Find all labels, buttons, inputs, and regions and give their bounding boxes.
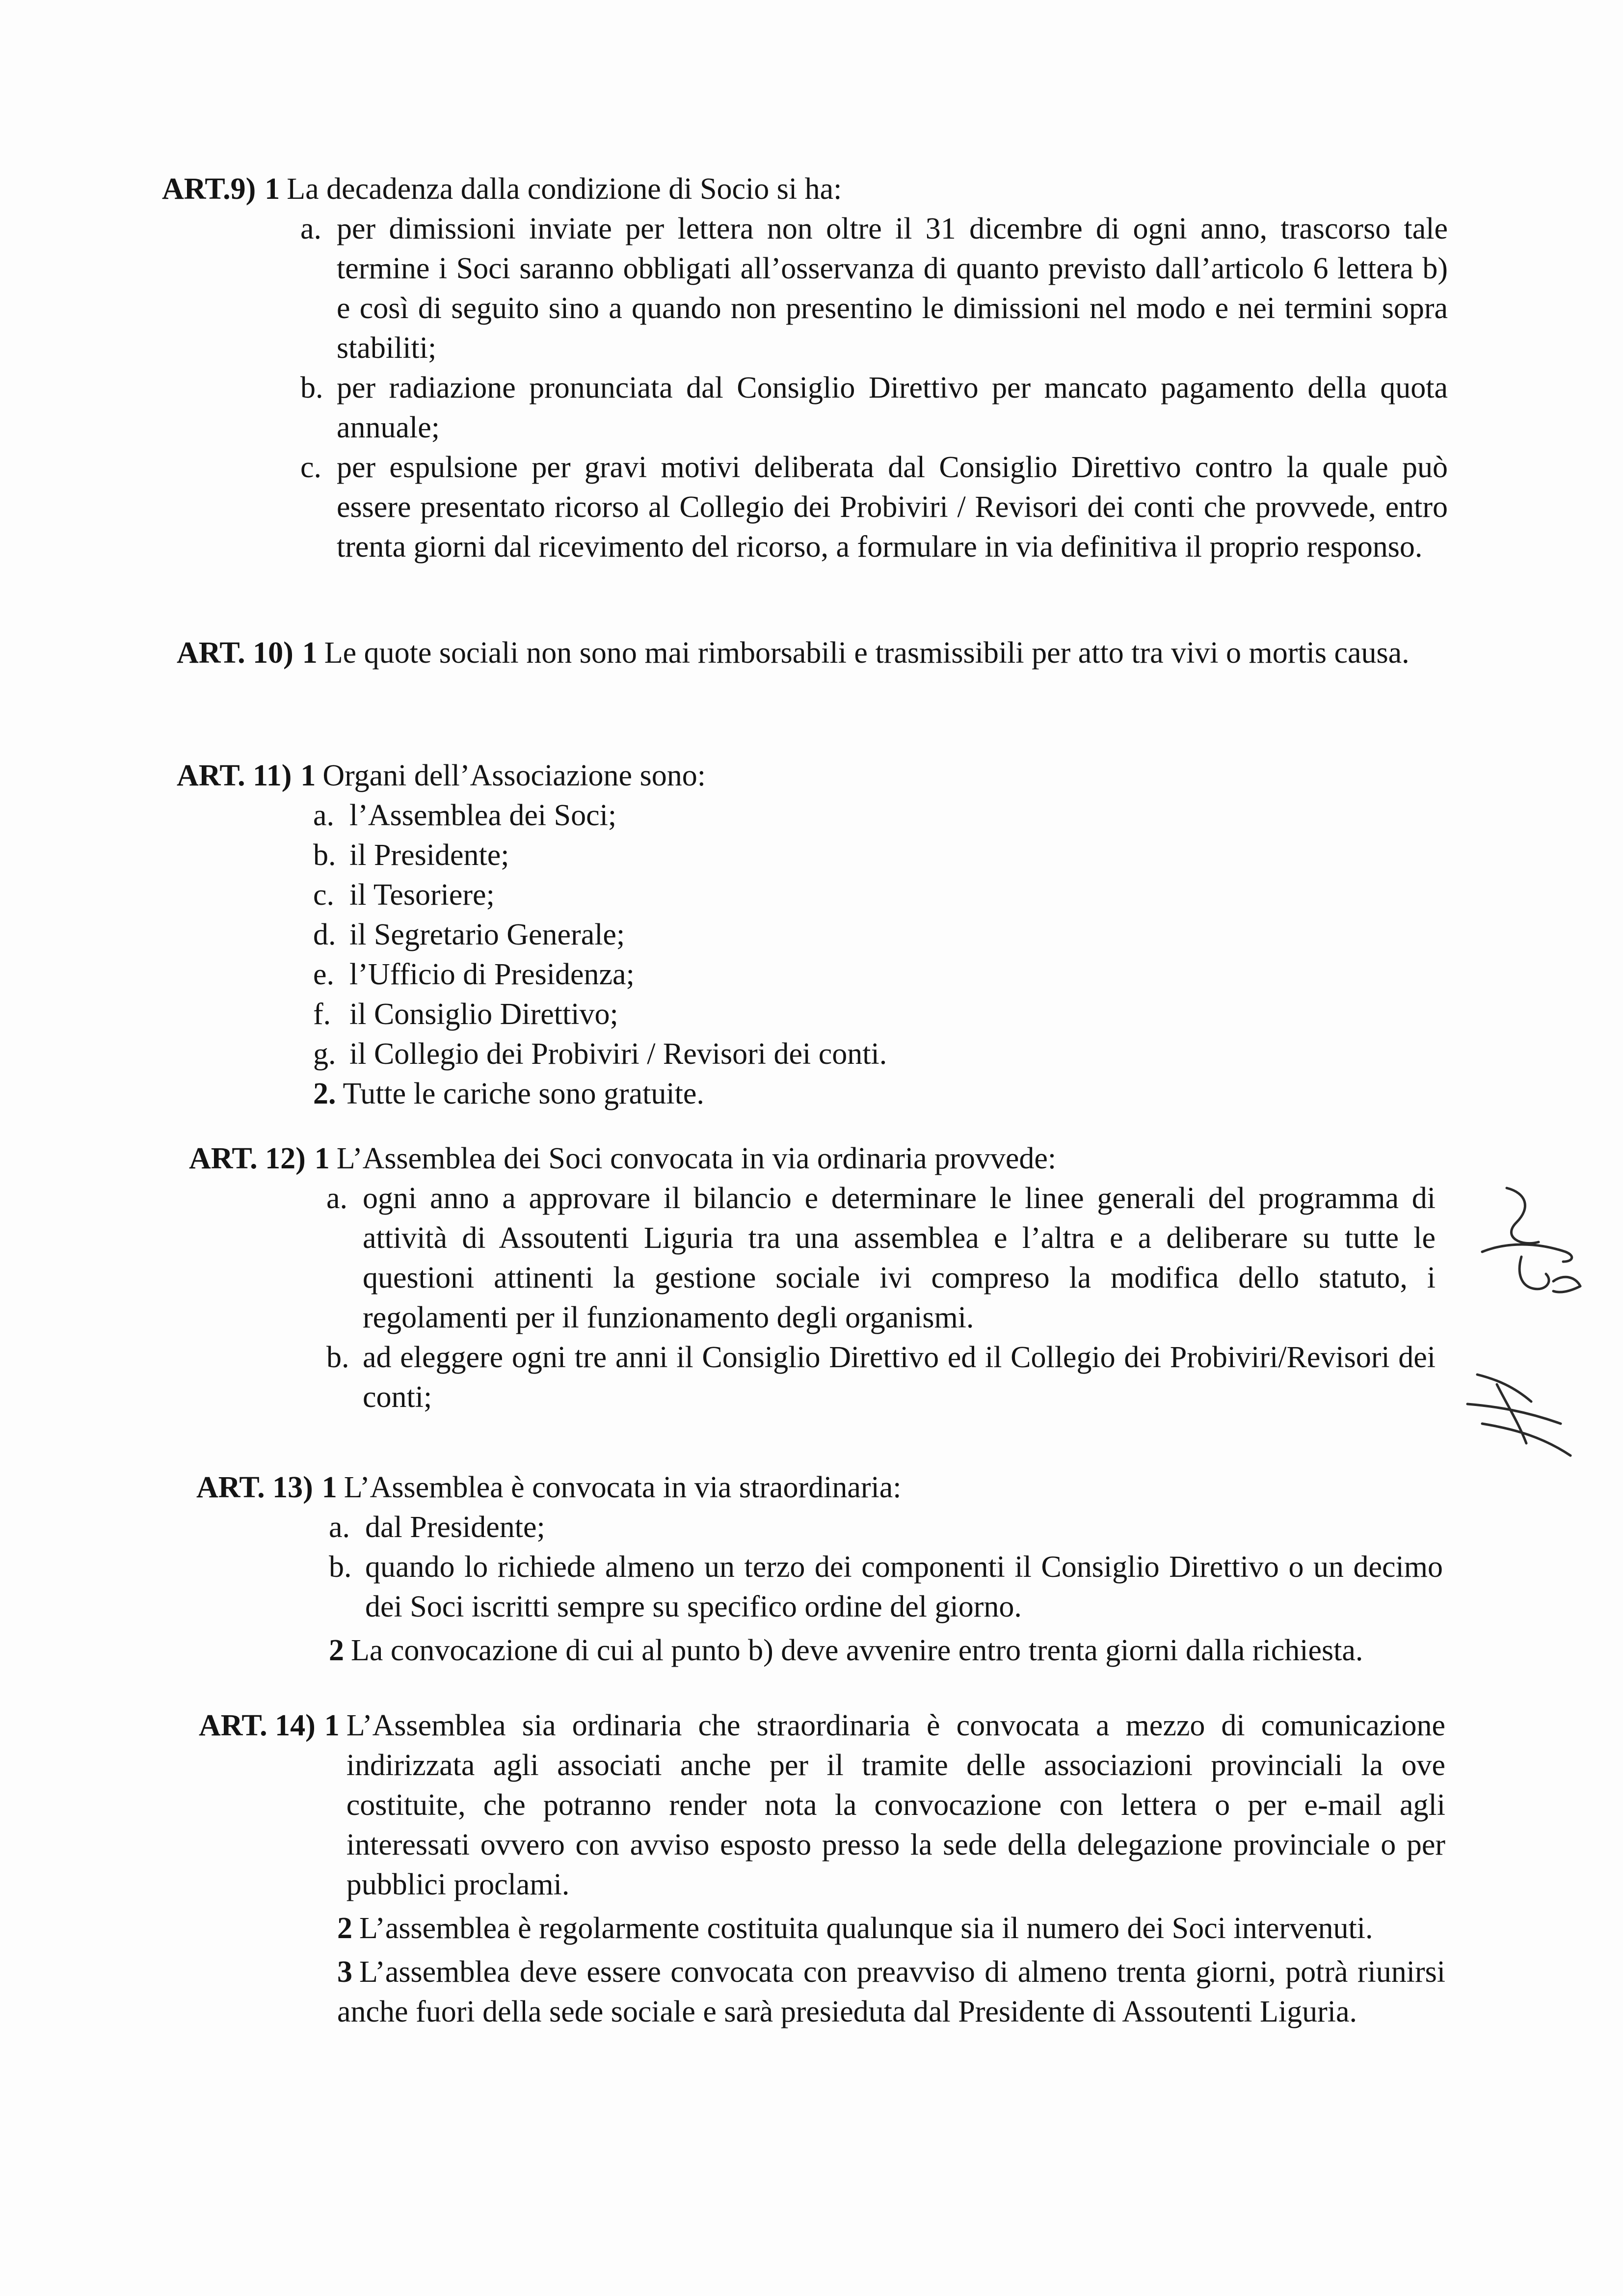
article-paragraph xyxy=(329,1631,1443,1671)
list-marker: b. xyxy=(326,1341,349,1374)
article-paragraph xyxy=(313,1074,1463,1114)
list-marker: e. xyxy=(313,958,335,991)
article-list xyxy=(326,1179,1436,1417)
paragraph-number: 3 xyxy=(337,1955,352,1989)
list-item-text: quando lo richiede almeno un terzo dei componenti il Consiglio Direttivo o un decimo dei Soci iscritti sempre su specifico ordine del giorno. xyxy=(365,1550,1443,1623)
article-intro: L’Assemblea è convocata in via straordinaria: xyxy=(344,1471,902,1504)
handwritten-signature-marks xyxy=(1448,1168,1615,1483)
article-10 xyxy=(177,633,1463,673)
paragraph-text: L’assemblea deve essere convocata con preavviso di almeno trenta giorni, potrà riunirsi anche fuori della sede sociale e sarà presieduta dal Presidente di Assoutenti Liguria. xyxy=(337,1955,1445,2028)
list-marker: c. xyxy=(300,451,322,484)
article-label: ART. 11) xyxy=(177,759,292,792)
list-marker: f. xyxy=(313,998,331,1031)
article-label: ART.9) xyxy=(162,172,256,206)
paragraph-text: L’assemblea è regolarmente costituita qualunque sia il numero dei Soci intervenuti. xyxy=(359,1912,1373,1945)
list-marker: a. xyxy=(313,799,335,832)
list-item xyxy=(300,209,1448,368)
article-14 xyxy=(199,1706,1445,2032)
article-label: ART. 12) xyxy=(189,1142,306,1175)
article-paragraph xyxy=(337,1909,1445,1948)
article-intro: L’Assemblea sia ordinaria che straordinaria è convocata a mezzo di comunicazione indirizzata agli associati anche per il tramite delle associazioni provinciali la ove costituite, che potranno render nota la convocazione con lettera o per e-mail agli interessati ovvero con avviso esposto presso la sede della delegazione provinciale o per pubblici proclami. xyxy=(346,1709,1445,1901)
list-item xyxy=(313,796,1463,836)
article-paragraph xyxy=(337,1952,1445,2032)
list-marker: g. xyxy=(313,1037,336,1071)
list-item-text: il Presidente; xyxy=(349,838,509,872)
list-item-text: per dimissioni inviate per lettera non oltre il 31 dicembre di ogni anno, trascorso tale termine i Soci saranno obbligati all’osservanza di quanto previsto dall’articolo 6 lettera b) e così di seguito sino a quando non presentino le dimissioni nel modo e nei termini sopra stabiliti; xyxy=(337,212,1448,365)
article-intro: L’Assemblea dei Soci convocata in via ordinaria provvede: xyxy=(336,1142,1057,1175)
list-item-text: ogni anno a approvare il bilancio e determinare le linee generali del programma di attività di Assoutenti Liguria tra una assemblea e l’altra e a deliberare su tutte le questioni attinenti la gestione sociale ivi compreso la modifica dello statuto, i regolamenti per il funzionamento degli organismi. xyxy=(363,1182,1436,1334)
list-item xyxy=(300,368,1448,448)
list-item xyxy=(326,1179,1436,1338)
list-item-text: il Segretario Generale; xyxy=(349,918,625,951)
paragraph-number: 2 xyxy=(329,1634,344,1667)
list-item-text: per radiazione pronunciata dal Consiglio Direttivo per mancato pagamento della quota annuale; xyxy=(337,371,1448,444)
list-item xyxy=(313,875,1463,915)
list-item-text: per espulsione per gravi motivi deliberata dal Consiglio Direttivo contro la quale può essere presentato ricorso al Collegio dei Probiviri / Revisori dei conti che provvede, entro trenta giorni dal ricevimento del ricorso, a formulare in via definitiva il proprio responso. xyxy=(337,451,1448,564)
paragraph-text: Tutte le cariche sono gratuite. xyxy=(343,1077,704,1110)
paragraph-number: 1 xyxy=(265,172,280,206)
list-item-text: il Tesoriere; xyxy=(349,878,495,912)
list-item xyxy=(313,836,1463,875)
list-marker: a. xyxy=(329,1511,350,1544)
paragraph-number: 1 xyxy=(300,759,316,792)
article-list xyxy=(329,1508,1443,1627)
list-item-text: l’Assemblea dei Soci; xyxy=(349,799,617,832)
list-item xyxy=(326,1338,1436,1417)
list-marker: c. xyxy=(313,878,335,912)
list-marker: a. xyxy=(326,1182,348,1215)
list-item-text: ad eleggere ogni tre anni il Consiglio Direttivo ed il Collegio dei Probiviri/Revisori dei conti; xyxy=(363,1341,1436,1414)
list-marker: d. xyxy=(313,918,336,951)
article-list xyxy=(300,209,1448,567)
article-intro: Le quote sociali non sono mai rimborsabili e trasmissibili per atto tra vivi o mortis causa. xyxy=(324,636,1410,670)
paragraph-number: 1 xyxy=(314,1142,330,1175)
paragraph-number: 1 xyxy=(321,1471,337,1504)
paragraph-text: La convocazione di cui al punto b) deve avvenire entro trenta giorni dalla richiesta. xyxy=(351,1634,1363,1667)
article-label: ART. 14) xyxy=(199,1709,316,1742)
list-item xyxy=(313,955,1463,995)
article-13 xyxy=(196,1468,1443,1671)
list-item-text: il Consiglio Direttivo; xyxy=(349,998,618,1031)
article-12 xyxy=(189,1139,1436,1417)
article-9 xyxy=(162,169,1448,567)
paragraph-number: 1 xyxy=(324,1709,340,1742)
article-intro: Organi dell’Associazione sono: xyxy=(322,759,706,792)
article-list xyxy=(313,796,1463,1074)
article-intro: La decadenza dalla condizione di Socio si ha: xyxy=(287,172,842,206)
list-item-text: l’Ufficio di Presidenza; xyxy=(349,958,635,991)
list-item xyxy=(300,448,1448,567)
list-marker: a. xyxy=(300,212,322,245)
article-11 xyxy=(177,756,1463,1114)
list-marker: b. xyxy=(329,1550,352,1584)
list-item xyxy=(329,1547,1443,1627)
list-item xyxy=(329,1508,1443,1547)
list-marker: b. xyxy=(313,838,336,872)
paragraph-number: 1 xyxy=(302,636,318,670)
list-item-text: il Collegio dei Probiviri / Revisori dei conti. xyxy=(349,1037,887,1071)
paragraph-number: 2. xyxy=(313,1077,336,1110)
article-label: ART. 10) xyxy=(177,636,293,670)
list-item xyxy=(313,915,1463,955)
article-label: ART. 13) xyxy=(196,1471,313,1504)
list-marker: b. xyxy=(300,371,323,405)
list-item-text: dal Presidente; xyxy=(365,1511,545,1544)
paragraph-number: 2 xyxy=(337,1912,352,1945)
list-item xyxy=(313,995,1463,1034)
list-item xyxy=(313,1034,1463,1074)
